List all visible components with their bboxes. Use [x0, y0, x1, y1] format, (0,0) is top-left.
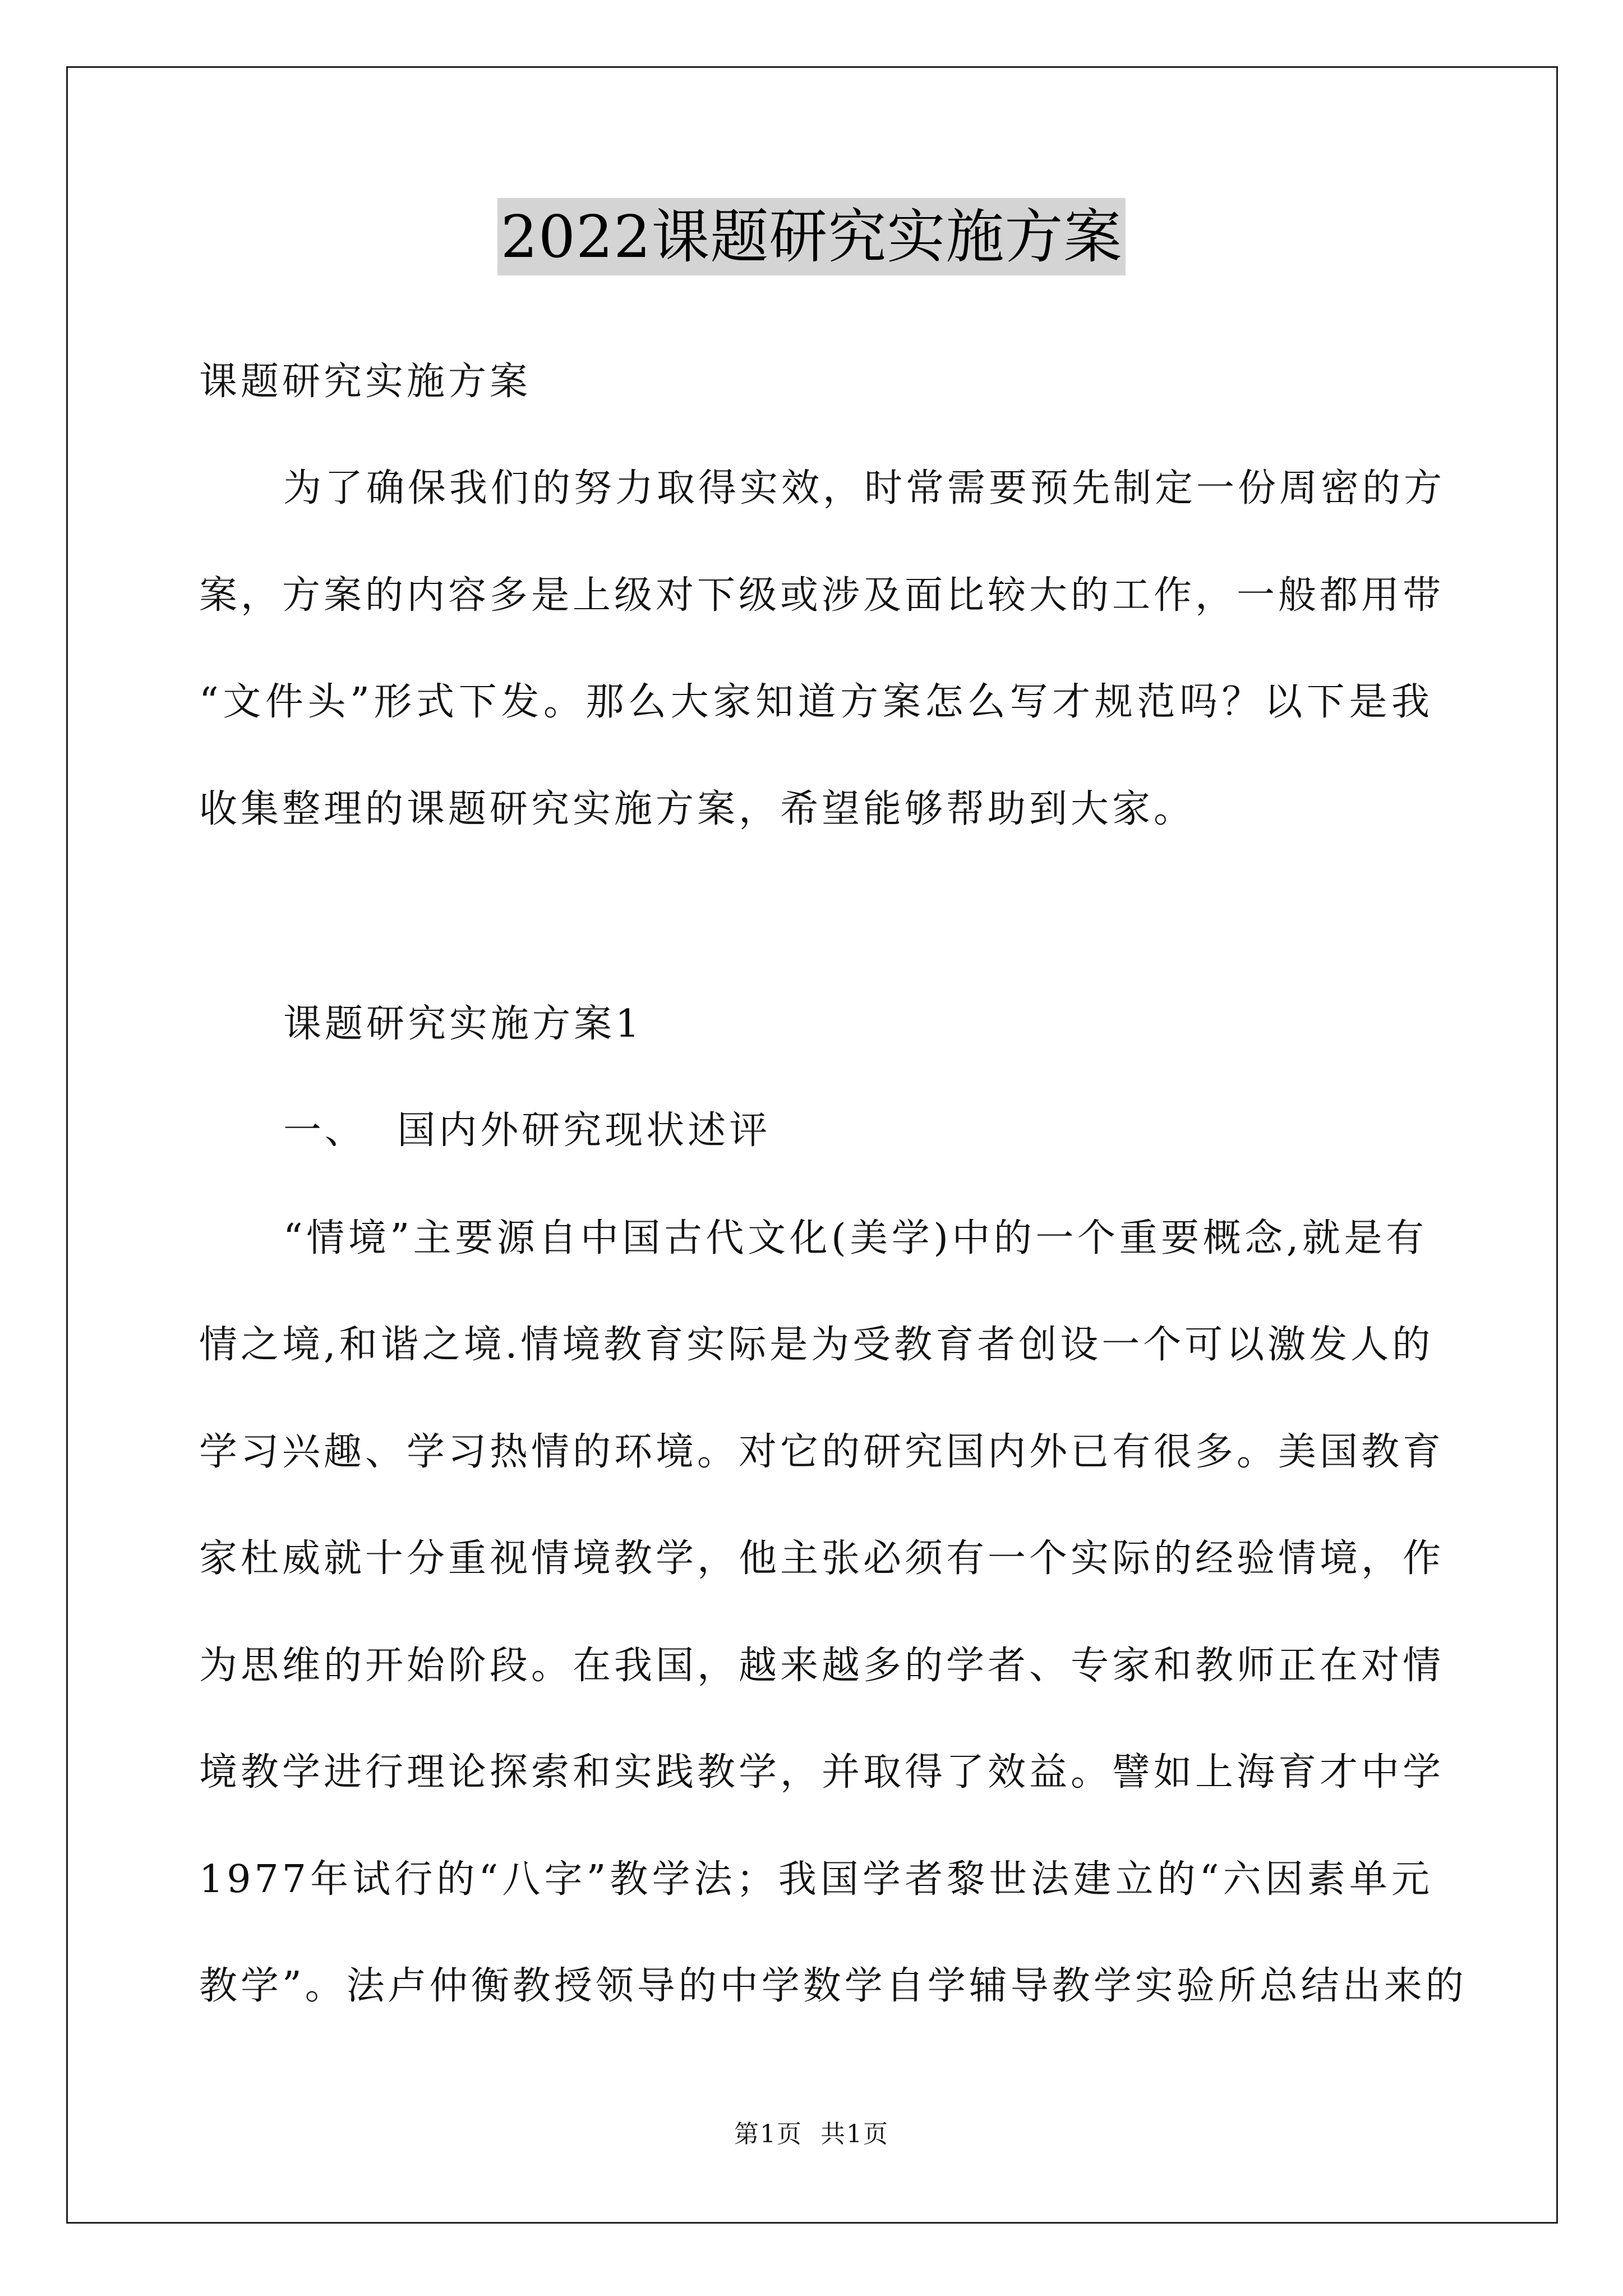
- subsection-heading: 一、 国内外研究现状述评: [283, 1108, 771, 1153]
- intro-line-1: 为了确保我们的努力取得实效，时常需要预先制定一份周密的方: [283, 466, 1446, 510]
- section-heading: 课题研究实施方案1: [283, 1002, 643, 1046]
- body-line-8: 教学”。法卢仲衡教授领导的中学数学自学辅导教学实验所总结出来的: [199, 1964, 1467, 2008]
- document-title: 2022课题研究实施方案: [497, 198, 1126, 275]
- intro-line-4: 收集整理的课题研究实施方案，希望能够帮助到大家。: [199, 787, 1196, 831]
- intro-line-2: 案，方案的内容多是上级对下级或涉及面比较大的工作，一般都用带: [199, 573, 1445, 618]
- document-subtitle: 课题研究实施方案: [199, 360, 532, 404]
- body-line-3: 学习兴趣、学习热情的环境。对它的研究国内外已有很多。美国教育: [199, 1430, 1445, 1474]
- body-line-4: 家杜威就十分重视情境教学，他主张必须有一个实际的经验情境，作: [199, 1536, 1445, 1581]
- body-line-5: 为思维的开始阶段。在我国，越来越多的学者、专家和教师正在对情: [199, 1644, 1445, 1688]
- body-line-2: 情之境,和谐之境.情境教育实际是为受教育者创设一个可以激发人的: [199, 1323, 1434, 1367]
- intro-line-3: “文件头”形式下发。那么大家知道方案怎么写才规范吗？以下是我: [199, 680, 1433, 724]
- title-container: [0, 198, 1623, 275]
- body-line-1: “情境”主要源自中国古代文化(美学)中的一个重要概念,就是有: [283, 1216, 1427, 1260]
- body-line-7: 1977年试行的“八字”教学法；我国学者黎世法建立的“六因素单元: [199, 1857, 1433, 1902]
- body-line-6: 境教学进行理论探索和实践教学，并取得了效益。譬如上海育才中学: [199, 1750, 1445, 1795]
- page-footer: 第1页 共1页: [734, 2120, 889, 2148]
